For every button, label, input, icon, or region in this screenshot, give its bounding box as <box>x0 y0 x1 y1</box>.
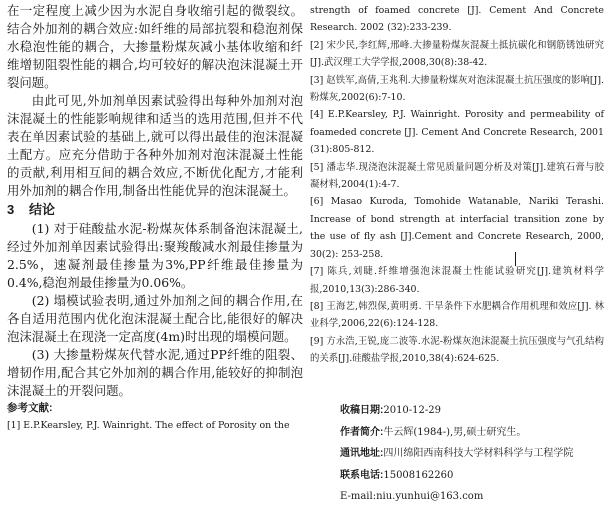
conclusion-item-3: (3) 大掺量粉煤灰代替水泥,通过PP纤维的阻裂、增韧作用,配合其它外加剂的耦合作用,能较好的抑制泡沫混凝土的开裂问题。 <box>7 347 303 398</box>
reference-1-continued: strength of foamed concrete [J]. Cement And Concrete Research. 2002 (32):233-239. <box>310 5 604 34</box>
reference-8: [8] 王海艺,韩烈保,黄明勇. 干旱条件下水肥耦合作用机理和效应[J]. 林业科学,2006,22(6):124-128. <box>310 300 604 330</box>
paragraph-coupling-effect: 在一定程度上减少因为水泥自身收缩引起的微裂纹。结合外加剂的耦合效应:如纤维的局部抗裂和稳泡剂保水稳泡性能的耦合，大掺量粉煤灰减小基体收缩和纤维增韧阻裂性能的耦合,均可较好的解决泡沫混凝土开裂问题。 <box>7 3 303 90</box>
received-value: 2010-12-29 <box>383 405 441 416</box>
author-value: 牛云辉(1984-),男,硕士研究生。 <box>383 426 527 438</box>
text-cursor <box>515 252 516 266</box>
reference-6: [6] Masao Kuroda, Tomohide Watanable, Nariki Terashi. Increase of bond strength at interfacial transition zone by the use of fly ash [J].Cement and Concrete Research, 2000, 30(2): 253-258. <box>310 196 604 260</box>
reference-2: [2] 宋少民,李红辉,邢峰.大掺量粉煤灰混凝土抵抗碳化和钢筋锈蚀研究[J].武汉理工大学学报,2008,30(8):38-42. <box>310 39 604 69</box>
reference-7: [7] 陈兵,刘睫.纤维增强泡沫混凝土性能试验研究[J].建筑材料学报,2010,13(3):286-340. <box>310 266 604 295</box>
reference-1-start: [1] E.P.Kearsley, P.J. Wainright. The effect of Porosity on the <box>7 420 290 431</box>
received-label: 收稿日期: <box>340 405 384 416</box>
address-label: 通讯地址: <box>340 448 384 459</box>
right-column <box>310 2 604 368</box>
reference-5: [5] 潘志华.现浇泡沫混凝土常见质量问题分析及对策[J].建筑石膏与胶凝材料,2004(1):4-7. <box>310 161 604 191</box>
section-number: 3 <box>7 202 15 217</box>
email-label: E-mail: <box>340 491 377 502</box>
phone-value: 15008162260 <box>383 469 454 481</box>
address-line <box>340 443 604 465</box>
address-value: 四川绵阳西南科技大学材料科学与工程学院 <box>383 448 574 459</box>
left-column <box>7 2 303 434</box>
author-info-block <box>340 400 604 508</box>
conclusion-item-1: (1) 对于硅酸盐水泥-粉煤灰体系制备泡沫混凝土,经过外加剂单因素试验得出:聚羧酸减水剂最佳掺量为2.5%，速凝剂最佳掺量为3%,PP纤维最佳掺量为0.4%,稳泡剂最佳掺量为0.06%。 <box>7 221 303 290</box>
email-value: niu.yunhui@163.com <box>376 491 484 502</box>
phone-line <box>340 465 604 487</box>
references-title: 参考文献: <box>7 402 53 414</box>
section-heading <box>7 200 303 220</box>
phone-label: 联系电话: <box>340 469 384 481</box>
reference-4: [4] E.P.Kearsley, P.J. Wainright. Porosity and permeability of foameded concrete [J]. Cement And Concrete Research, 2001 (31):805-812. <box>310 109 604 156</box>
reference-9: [9] 方永浩,王锐,庞二波等.水泥-粉煤灰泡沫混凝土抗压强度与气孔结构的关系[J].硅酸盐学报,2010,38(4):624-625. <box>310 335 604 365</box>
paragraph-conclusion-summary: 由此可见,外加剂单因素试验得出每种外加剂对泡沫混凝土的性能影响规律和适当的选用范围,但并不代表在单因素试验的基础上,就可以得出最佳的泡沫混凝土配方。应充分借助于各种外加剂对泡沫混凝土性能的贡献,利用相互间的耦合效应,不断优化配方,才能利用外加剂的耦合作用,制备出性能优异的泡沫混凝土。 <box>7 93 303 198</box>
author-label: 作者简介: <box>340 426 384 438</box>
section-title: 结论 <box>29 202 56 217</box>
reference-3: [3] 赵铁军,高倩,王兆利.大掺量粉煤灰对泡沫混凝土抗压强度的影响[J].粉煤灰,2002(6):7-10. <box>310 74 604 104</box>
received-date-line <box>340 400 604 422</box>
conclusion-item-2: (2) 塌模试验表明,通过外加剂之间的耦合作用,在各自适用范围内优化泡沫混凝土配合比,能很好的解决泡沫混凝土在现浇一定高度(4m)时出现的塌模问题。 <box>7 293 303 344</box>
author-line <box>340 422 604 444</box>
